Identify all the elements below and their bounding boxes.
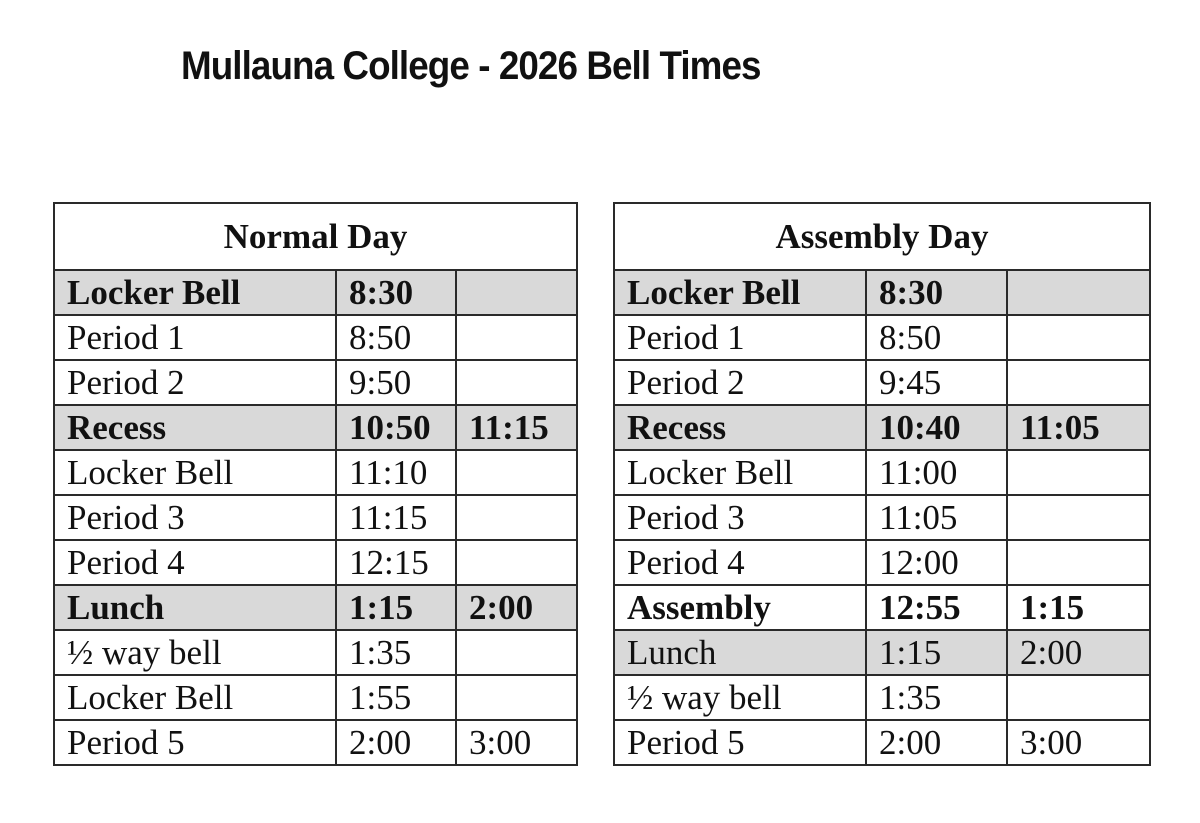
table-row [614,630,1150,675]
start-time: 1:35 [336,630,456,675]
start-time: 11:00 [866,450,1007,495]
start-time: 12:55 [866,585,1007,630]
start-time: 1:15 [866,630,1007,675]
row-label: Lunch [614,630,866,675]
assembly-day-heading: Assembly Day [614,203,1150,270]
table-row [54,630,577,675]
start-time: 10:50 [336,405,456,450]
row-label: Locker Bell [614,270,866,315]
table-header-row [54,203,577,270]
row-label: Period 3 [614,495,866,540]
table-row [614,315,1150,360]
row-label: Period 5 [54,720,336,765]
start-time: 11:05 [866,495,1007,540]
table-row [614,495,1150,540]
row-label: Period 1 [54,315,336,360]
row-label: Period 2 [614,360,866,405]
end-time [456,630,577,675]
start-time: 12:15 [336,540,456,585]
table-row [614,540,1150,585]
table-row [54,495,577,540]
end-time [456,270,577,315]
row-label: Period 4 [614,540,866,585]
table-row [54,270,577,315]
start-time: 10:40 [866,405,1007,450]
start-time: 8:30 [866,270,1007,315]
start-time: 2:00 [866,720,1007,765]
start-time: 11:10 [336,450,456,495]
table-row [614,450,1150,495]
start-time: 1:35 [866,675,1007,720]
row-label: Lunch [54,585,336,630]
row-label: Period 4 [54,540,336,585]
end-time: 2:00 [456,585,577,630]
row-label: Period 3 [54,495,336,540]
table-row [54,450,577,495]
end-time: 2:00 [1007,630,1150,675]
table-row [54,675,577,720]
table-row [54,585,577,630]
row-label: Locker Bell [54,450,336,495]
start-time: 1:55 [336,675,456,720]
end-time [1007,270,1150,315]
table-row [614,270,1150,315]
end-time [1007,360,1150,405]
end-time [1007,540,1150,585]
row-label: Recess [614,405,866,450]
row-label: Locker Bell [54,270,336,315]
assembly-day-table [613,202,1151,766]
page-title: Mullauna College - 2026 Bell Times [181,44,761,88]
end-time [1007,495,1150,540]
row-label: ½ way bell [54,630,336,675]
row-label: Assembly [614,585,866,630]
row-label: Locker Bell [54,675,336,720]
normal-day-heading: Normal Day [54,203,577,270]
start-time: 11:15 [336,495,456,540]
start-time: 12:00 [866,540,1007,585]
table-row [54,360,577,405]
end-time [1007,450,1150,495]
end-time [456,540,577,585]
end-time: 1:15 [1007,585,1150,630]
row-label: ½ way bell [614,675,866,720]
row-label: Period 2 [54,360,336,405]
table-row [614,360,1150,405]
end-time [456,675,577,720]
start-time: 9:50 [336,360,456,405]
table-row [614,675,1150,720]
row-label: Period 1 [614,315,866,360]
start-time: 9:45 [866,360,1007,405]
start-time: 2:00 [336,720,456,765]
end-time [1007,675,1150,720]
start-time: 8:30 [336,270,456,315]
start-time: 8:50 [866,315,1007,360]
normal-day-table [53,202,578,766]
table-row [614,585,1150,630]
start-time: 1:15 [336,585,456,630]
end-time: 3:00 [1007,720,1150,765]
end-time: 11:15 [456,405,577,450]
row-label: Recess [54,405,336,450]
table-header-row [614,203,1150,270]
start-time: 8:50 [336,315,456,360]
table-row [614,720,1150,765]
end-time [456,495,577,540]
end-time: 3:00 [456,720,577,765]
table-row [54,720,577,765]
table-row [54,405,577,450]
end-time [456,450,577,495]
table-row [54,315,577,360]
row-label: Locker Bell [614,450,866,495]
end-time: 11:05 [1007,405,1150,450]
end-time [456,360,577,405]
row-label: Period 5 [614,720,866,765]
table-row [614,405,1150,450]
end-time [1007,315,1150,360]
end-time [456,315,577,360]
table-row [54,540,577,585]
